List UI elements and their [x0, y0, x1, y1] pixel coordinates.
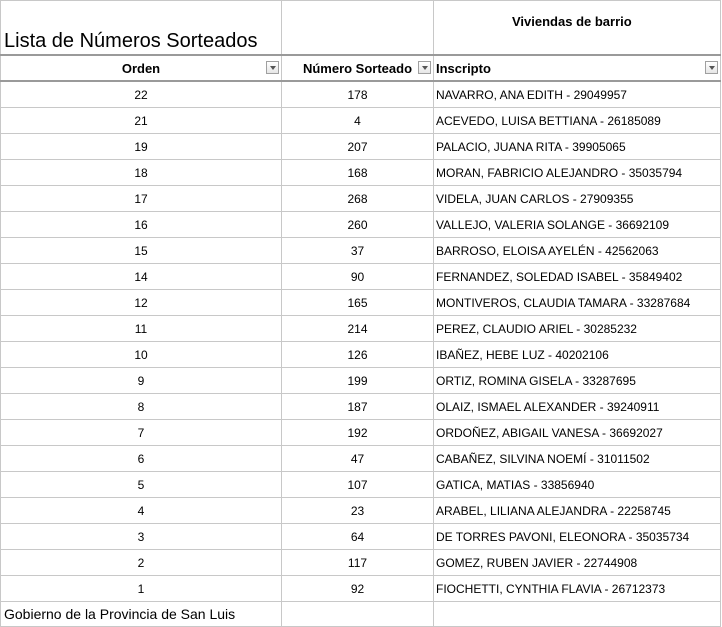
cell-inscripto[interactable]: FIOCHETTI, CYNTHIA FLAVIA - 26712373 — [434, 576, 721, 602]
cell-inscripto[interactable]: PEREZ, CLAUDIO ARIEL - 30285232 — [434, 316, 721, 342]
empty-cell[interactable] — [282, 602, 434, 627]
table-row — [1, 446, 721, 472]
cell-inscripto[interactable]: ORDOÑEZ, ABIGAIL VANESA - 36692027 — [434, 420, 721, 446]
table-row — [1, 134, 721, 160]
cell-orden[interactable]: 21 — [1, 108, 282, 134]
table-row — [1, 368, 721, 394]
title-row — [1, 1, 721, 56]
cell-orden[interactable]: 1 — [1, 576, 282, 602]
cell-orden[interactable]: 19 — [1, 134, 282, 160]
cell-numero[interactable]: 23 — [282, 498, 434, 524]
cell-numero[interactable]: 199 — [282, 368, 434, 394]
cell-numero[interactable]: 47 — [282, 446, 434, 472]
cell-inscripto[interactable]: OLAIZ, ISMAEL ALEXANDER - 39240911 — [434, 394, 721, 420]
table-row — [1, 342, 721, 368]
table-row — [1, 316, 721, 342]
table-row — [1, 108, 721, 134]
cell-numero[interactable]: 107 — [282, 472, 434, 498]
footer-row — [1, 602, 721, 627]
column-header-numero[interactable] — [282, 55, 434, 81]
cell-numero[interactable]: 268 — [282, 186, 434, 212]
cell-orden[interactable]: 6 — [1, 446, 282, 472]
table-row — [1, 472, 721, 498]
table-row — [1, 160, 721, 186]
header-row — [1, 55, 721, 81]
cell-inscripto[interactable]: FERNANDEZ, SOLEDAD ISABEL - 35849402 — [434, 264, 721, 290]
cell-inscripto[interactable]: VIDELA, JUAN CARLOS - 27909355 — [434, 186, 721, 212]
cell-numero[interactable]: 37 — [282, 238, 434, 264]
table-row — [1, 576, 721, 602]
column-header-label: Inscripto — [436, 60, 491, 76]
cell-orden[interactable]: 11 — [1, 316, 282, 342]
cell-orden[interactable]: 3 — [1, 524, 282, 550]
filter-dropdown-icon[interactable] — [266, 61, 279, 74]
empty-cell[interactable] — [282, 1, 434, 56]
cell-inscripto[interactable]: BARROSO, ELOISA AYELÉN - 42562063 — [434, 238, 721, 264]
table-row — [1, 81, 721, 108]
page-title[interactable]: Lista de Números Sorteados — [1, 1, 282, 56]
cell-inscripto[interactable]: CABAÑEZ, SILVINA NOEMÍ - 31011502 — [434, 446, 721, 472]
cell-orden[interactable]: 10 — [1, 342, 282, 368]
filter-dropdown-icon[interactable] — [418, 61, 431, 74]
cell-numero[interactable]: 117 — [282, 550, 434, 576]
page-subtitle[interactable]: Viviendas de barrio — [434, 1, 721, 56]
cell-numero[interactable]: 126 — [282, 342, 434, 368]
cell-orden[interactable]: 8 — [1, 394, 282, 420]
cell-numero[interactable]: 4 — [282, 108, 434, 134]
cell-inscripto[interactable]: IBAÑEZ, HEBE LUZ - 40202106 — [434, 342, 721, 368]
cell-numero[interactable]: 260 — [282, 212, 434, 238]
cell-orden[interactable]: 18 — [1, 160, 282, 186]
cell-inscripto[interactable]: ARABEL, LILIANA ALEJANDRA - 22258745 — [434, 498, 721, 524]
cell-inscripto[interactable]: NAVARRO, ANA EDITH - 29049957 — [434, 81, 721, 108]
table-row — [1, 420, 721, 446]
cell-orden[interactable]: 14 — [1, 264, 282, 290]
cell-numero[interactable]: 178 — [282, 81, 434, 108]
table-row — [1, 498, 721, 524]
table-row — [1, 394, 721, 420]
cell-inscripto[interactable]: GATICA, MATIAS - 33856940 — [434, 472, 721, 498]
cell-orden[interactable]: 12 — [1, 290, 282, 316]
cell-numero[interactable]: 64 — [282, 524, 434, 550]
footer-text[interactable]: Gobierno de la Provincia de San Luis — [1, 602, 282, 627]
cell-orden[interactable]: 4 — [1, 498, 282, 524]
cell-orden[interactable]: 15 — [1, 238, 282, 264]
column-header-orden[interactable] — [1, 55, 282, 81]
table-row — [1, 212, 721, 238]
table-row — [1, 238, 721, 264]
cell-inscripto[interactable]: MONTIVEROS, CLAUDIA TAMARA - 33287684 — [434, 290, 721, 316]
filter-dropdown-icon[interactable] — [705, 61, 718, 74]
empty-cell[interactable] — [434, 602, 721, 627]
table-row — [1, 264, 721, 290]
cell-inscripto[interactable]: GOMEZ, RUBEN JAVIER - 22744908 — [434, 550, 721, 576]
table-row — [1, 186, 721, 212]
cell-orden[interactable]: 5 — [1, 472, 282, 498]
column-header-label: Orden — [121, 60, 161, 76]
table-row — [1, 290, 721, 316]
cell-numero[interactable]: 168 — [282, 160, 434, 186]
cell-numero[interactable]: 165 — [282, 290, 434, 316]
cell-orden[interactable]: 7 — [1, 420, 282, 446]
cell-orden[interactable]: 9 — [1, 368, 282, 394]
cell-numero[interactable]: 192 — [282, 420, 434, 446]
cell-numero[interactable]: 207 — [282, 134, 434, 160]
cell-numero[interactable]: 214 — [282, 316, 434, 342]
cell-inscripto[interactable]: DE TORRES PAVONI, ELEONORA - 35035734 — [434, 524, 721, 550]
cell-orden[interactable]: 22 — [1, 81, 282, 108]
cell-inscripto[interactable]: ORTIZ, ROMINA GISELA - 33287695 — [434, 368, 721, 394]
column-header-label: Número Sorteado — [302, 60, 413, 76]
cell-numero[interactable]: 92 — [282, 576, 434, 602]
cell-inscripto[interactable]: MORAN, FABRICIO ALEJANDRO - 35035794 — [434, 160, 721, 186]
cell-inscripto[interactable]: VALLEJO, VALERIA SOLANGE - 36692109 — [434, 212, 721, 238]
table-row — [1, 524, 721, 550]
cell-orden[interactable]: 16 — [1, 212, 282, 238]
cell-inscripto[interactable]: PALACIO, JUANA RITA - 39905065 — [434, 134, 721, 160]
table-row — [1, 550, 721, 576]
column-header-inscripto[interactable] — [434, 55, 721, 81]
cell-numero[interactable]: 90 — [282, 264, 434, 290]
cell-orden[interactable]: 2 — [1, 550, 282, 576]
cell-numero[interactable]: 187 — [282, 394, 434, 420]
cell-inscripto[interactable]: ACEVEDO, LUISA BETTIANA - 26185089 — [434, 108, 721, 134]
cell-orden[interactable]: 17 — [1, 186, 282, 212]
